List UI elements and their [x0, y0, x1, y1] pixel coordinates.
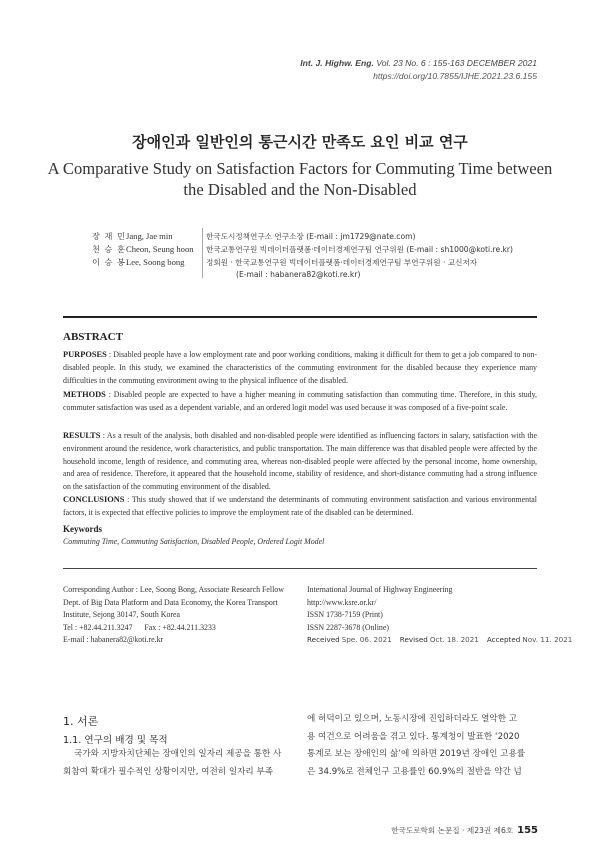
author-name-korean: 장 재 민	[92, 231, 126, 241]
body-text-line: 은 34.9%로 전체인구 고용률인 60.9%의 절반을 약간 넘	[307, 767, 522, 777]
title-english	[0, 159, 600, 200]
section-heading: 1. 서론	[63, 715, 99, 728]
author-affiliation: 한국도시정책연구소 연구소장 (E-mail : jm1729@nate.com)	[206, 232, 416, 241]
accepted-date: Nov. 11. 2021	[522, 635, 573, 645]
received-date: Spe. 06. 2021	[341, 635, 392, 645]
journal-name: International Journal of Highway Engineering	[307, 585, 453, 594]
abstract-top-rule	[63, 316, 537, 318]
author-name-english: Jang, Jae min	[126, 231, 173, 241]
keywords-list: Commuting Time, Commuting Satisfaction, Disabled People, Ordered Logit Model	[63, 537, 325, 546]
conclusions-text: : This study showed that if we understand the determinants of commuting environment satisfaction and various environmental factors, it is expected that effective policies to improve the employment rate of the disabled can be determined.	[63, 495, 537, 517]
accepted-label: Accepted	[486, 635, 521, 645]
purposes-text: : Disabled people have a low employment rate and poor working conditions, making it difficult for them to get a job compared to non-disabled people. In this study, we examined the characteristics of the commuting environment for the disabled because they experience many difficulties in the commuting environment owing to the physical influence of the disabled.	[63, 350, 537, 385]
received-label: Received	[307, 635, 340, 645]
correspondence-phone: Tel : +82.44.211.3247 Fax : +82.44.211.3233	[63, 622, 216, 632]
footer-journal: 한국도로학회 논문집 · 제23권 제6호	[391, 826, 514, 835]
correspondence-block	[63, 584, 284, 647]
author-name-korean: 천 승 훈	[92, 244, 126, 254]
body-text-line: 회참여 확대가 필수적인 상황이지만, 여전히 일자리 부족	[63, 767, 274, 777]
author-email: (E-mail : habanera82@koti.re.kr)	[236, 270, 361, 279]
author-name-korean: 이 승 봉	[92, 257, 126, 267]
methods-label: METHODS	[63, 390, 106, 399]
correspondence-email[interactable]: E-mail : habanera82@koti.re.kr	[63, 635, 164, 645]
methods-text: : Disabled people are expected to have a higher meaning in commuting satisfaction than commuting time. Therefore, in this study, commuter satisfaction was used as a dependent variable, and an ordered logit model was used because it was composed of a five-point scale.	[63, 390, 537, 412]
title-korean: 장애인과 일반인의 통근시간 만족도 요인 비교 연구	[132, 133, 468, 151]
author-affiliation: 한국교통연구원 빅데이터플랫폼·데이터경제연구팀 연구위원 (E-mail : sh1000@koti.re.kr)	[206, 245, 514, 254]
journal-abbrev: Int. J. Highw. Eng.	[300, 58, 374, 68]
revised-date: Oct. 18. 2021	[429, 635, 479, 645]
abstract-methods	[63, 389, 537, 415]
body-text-line: 용 여건으로 어려움을 겪고 있다. 통계청이 발표한 ‘2020	[307, 732, 520, 742]
title-english-line2: the Disabled and the Non-Disabled	[183, 179, 417, 199]
issn-online: ISSN 2287-3678 (Online)	[307, 622, 389, 632]
issn-print: ISSN 1738-7159 (Print)	[307, 610, 383, 620]
page-footer	[391, 825, 538, 836]
journal-citation	[300, 58, 537, 68]
results-text: : As a result of the analysis, both disabled and non-disabled people were identified as influencing factors in salary, satisfaction with the environment around the residence, work characteristics, and public transportation. The main difference was that disabled people were affected by the household income, length of residence, and commuting area, whereas non-disabled people were affected by the personal income, home ownership, and area of residence. Therefore, it appeared that the household income, stability of residence, and short-distance commuting had a strong influence on the satisfaction of the commuting environment of the disabled.	[63, 431, 537, 492]
subsection-heading: 1.1. 연구의 배경 및 목적	[63, 735, 168, 746]
body-text-line: 통계로 보는 장애인의 삶’에 의하면 2019년 장애인 고용률	[307, 749, 526, 759]
body-text-line: 국가와 지방자치단체는 장애인의 일자리 제공을 통한 사	[74, 749, 282, 759]
revised-label: Revised	[399, 635, 428, 645]
purposes-label: PURPOSES	[63, 350, 107, 359]
correspondence-dept: Dept. of Big Data Platform and Data Economy, the Korea Transport	[63, 597, 278, 607]
author-row	[92, 231, 415, 242]
correspondence-address: Institute, Sejong 30147, South Korea	[63, 610, 181, 620]
abstract-results	[63, 430, 537, 494]
body-text-line: 에 허덕이고 있으며, 노동시장에 진입하더라도 열악한 고	[307, 714, 518, 724]
conclusions-label: CONCLUSIONS	[63, 495, 125, 504]
abstract-conclusions	[63, 494, 537, 520]
author-row	[92, 244, 513, 255]
journal-info-block	[307, 584, 578, 647]
author-affiliation: 정회원 · 한국교통연구원 빅데이터플랫폼·데이터경제연구팀 부연구위원 · 교신저자	[206, 258, 478, 267]
abstract-purposes	[63, 349, 537, 387]
abstract-heading: ABSTRACT	[63, 331, 123, 343]
results-label: RESULTS	[63, 431, 101, 440]
page-number: 155	[517, 825, 538, 836]
correspondence-author: Corresponding Author : Lee, Soong Bong, Associate Research Fellow	[63, 585, 284, 594]
author-name-english: Cheon, Seung hoon	[126, 244, 194, 254]
journal-url[interactable]: http://www.ksre.or.kr/	[307, 597, 377, 607]
author-name-english: Lee, Soong bong	[126, 257, 185, 267]
volume-info: Vol. 23 No. 6 : 155-163 DECEMBER 2021	[376, 58, 537, 68]
abstract-bottom-rule	[63, 568, 537, 569]
doi-link[interactable]: https://doi.org/10.7855/IJHE.2021.23.6.155	[373, 71, 537, 81]
dates-line	[307, 634, 578, 647]
keywords-label: Keywords	[63, 524, 102, 534]
title-english-line1: A Comparative Study on Satisfaction Factors for Commuting Time between	[47, 159, 553, 178]
author-affiliation-continued	[206, 270, 360, 279]
author-row	[92, 257, 477, 268]
